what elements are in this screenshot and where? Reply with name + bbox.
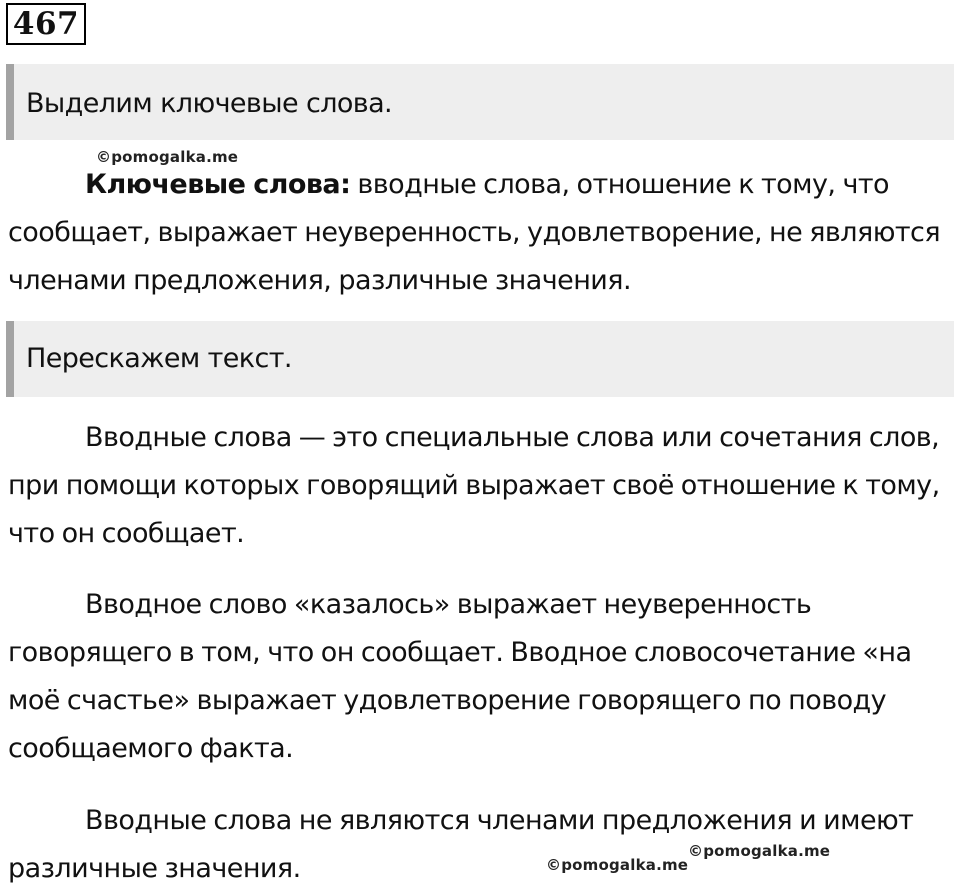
keywords-paragraph: [8, 161, 956, 305]
retelling-paragraph-1: Вводные слова — это специальные слова или сочетания слов, при помощи которых говорящий выражает своё отношение к тому, что он сообщает.: [8, 422, 940, 549]
keywords-label: Ключевые слова:: [85, 169, 351, 200]
watermark: ©pomogalka.me: [96, 148, 239, 166]
keywords-text: вводные слова, отношение к тому, что сообщает, выражает неуверенность, удовлетворение, не являются членами предложения, различные значения.: [8, 169, 941, 296]
task-number: 467: [6, 3, 86, 45]
watermark: ©pomogalka.me: [546, 856, 689, 874]
watermark: ©pomogalka.me: [688, 842, 831, 860]
retelling-paragraph-3: Вводные слова не являются членами предложения и имеют различные значения.: [8, 805, 914, 884]
section-heading-retelling: Перескажем текст.: [6, 321, 954, 397]
section-heading-keywords: Выделим ключевые слова.: [6, 64, 954, 140]
retelling-paragraph-2: Вводное слово «казалось» выражает неуверенность говорящего в том, что он сообщает. Вводное словосочетание «на моё счастье» выражает удовлетворение говорящего по поводу сообщаемого факта.: [8, 589, 912, 764]
